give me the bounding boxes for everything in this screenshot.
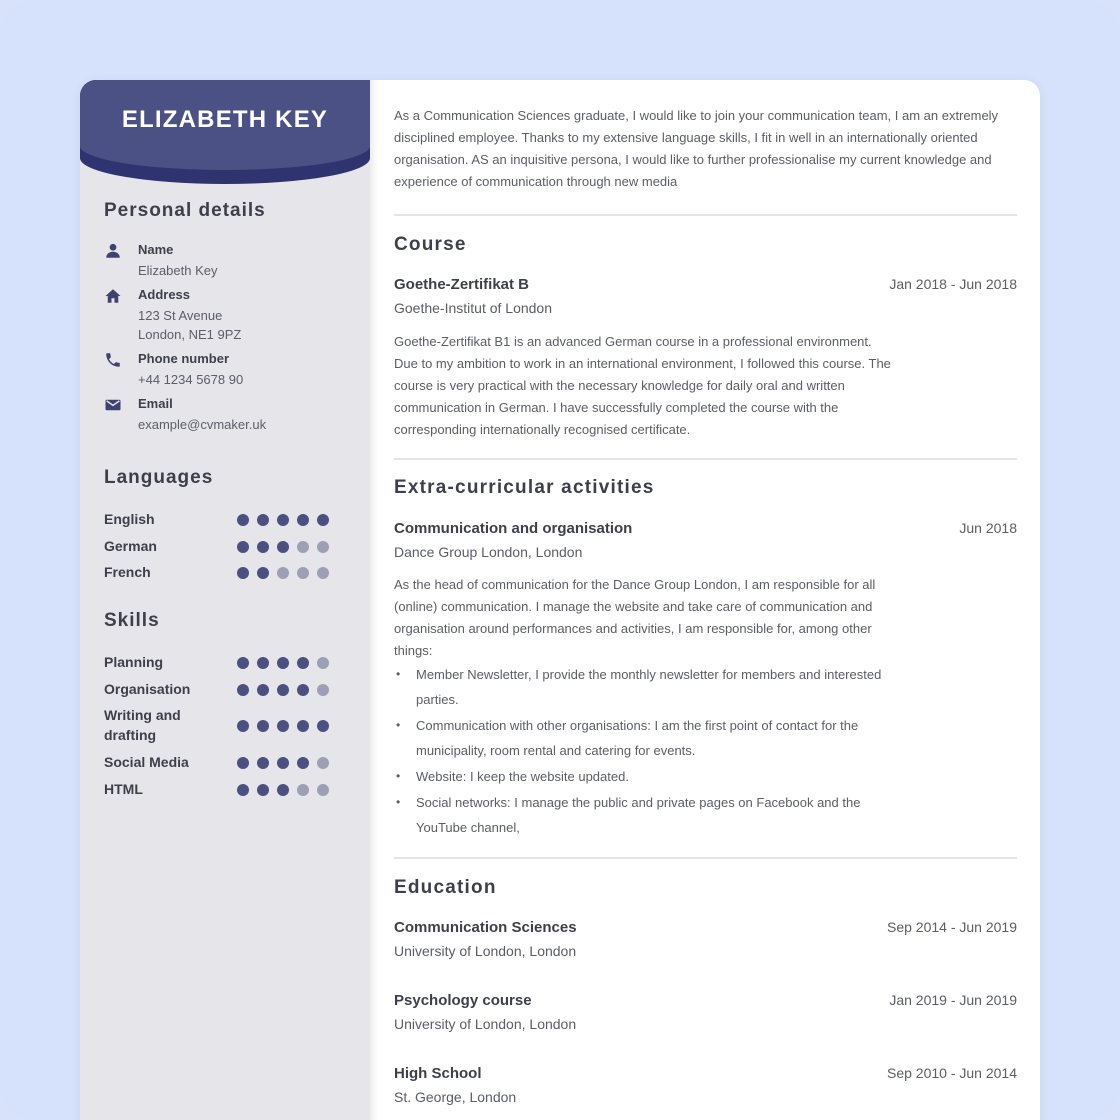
languages-heading: Languages [104,467,214,488]
detail-name [104,242,354,282]
rating-dot-empty [297,567,309,579]
rating-dot-filled [277,757,289,769]
mail-icon [104,396,122,414]
language-name: French [104,564,151,580]
skills-heading: Skills [104,610,160,631]
detail-phone [104,351,354,391]
personal-details-heading: Personal details [104,200,266,221]
education-heading: Education [394,877,497,898]
rating-dot-filled [277,684,289,696]
language-name: English [104,511,155,527]
skill-name: Organisation [104,681,191,697]
skill-name: Writing and drafting [104,707,181,743]
extracurricular-bullets [394,662,894,841]
detail-name-value: Elizabeth Key [138,263,218,278]
skill-name: Planning [104,654,164,670]
skill-row [104,779,334,799]
rating-dot-filled [297,684,309,696]
sidebar [80,80,370,1120]
skill-row [104,707,334,743]
rating-dot-filled [237,541,249,553]
skill-rating [237,684,329,696]
rating-dot-filled [237,567,249,579]
rating-dot-filled [257,514,269,526]
education-org-0: University of London, London [394,943,577,959]
home-icon [104,287,122,305]
rating-dot-filled [277,720,289,732]
rating-dot-filled [237,684,249,696]
resume-document [80,80,1040,1120]
extracurricular-description: As the head of communication for the Dance Group London, I am responsible for all (online) communication. I manage the website and take care of communication and organisation around performances and activities, I am responsible for, among other things: [394,577,876,658]
education-title-2: High School [394,1065,482,1082]
profile-summary: As a Communication Sciences graduate, I would like to join your communication team, I am an extremely disciplined employee. Thanks to my extensive language skills, I fit in well in an internationally oriented organisation. AS an inquisitive persona, I would like to further professionalise my current knowledge and experience of communication through new media [394,108,999,189]
skill-rating [237,784,329,796]
detail-email [104,396,354,436]
rating-dot-filled [237,514,249,526]
section-divider [394,458,1017,460]
course-heading: Course [394,234,467,255]
rating-dot-empty [317,541,329,553]
rating-dot-filled [257,567,269,579]
rating-dot-filled [297,757,309,769]
rating-dot-filled [257,657,269,669]
education-date-0: Sep 2014 - Jun 2019 [887,919,1017,935]
candidate-name: ELIZABETH KEY [121,106,329,133]
list-item: • Communication with other organisations: I am the first point of contact for the municipality, room rental and catering for events. [394,713,894,763]
list-item: • Member Newsletter, I provide the monthly newsletter for members and interested parties. [394,662,894,712]
skill-rating [237,757,329,769]
course-title: Goethe-Zertifikat B [394,276,530,293]
extracurricular-date: Jun 2018 [959,520,1017,536]
rating-dot-filled [317,720,329,732]
rating-dot-empty [317,784,329,796]
rating-dot-filled [237,757,249,769]
language-rating [237,541,329,553]
language-rating [237,514,329,526]
phone-icon [104,351,122,369]
language-row [104,536,334,556]
section-divider [394,857,1017,859]
rating-dot-filled [277,514,289,526]
detail-address-line2: London, NE1 9PZ [138,327,242,342]
rating-dot-filled [257,784,269,796]
rating-dot-filled [257,684,269,696]
rating-dot-filled [297,720,309,732]
detail-email-value: example@cvmaker.uk [138,417,267,432]
rating-dot-filled [257,720,269,732]
skill-row [104,652,334,672]
rating-dot-filled [297,657,309,669]
skill-name: HTML [104,781,143,797]
extracurricular-org: Dance Group London, London [394,544,583,560]
rating-dot-empty [317,657,329,669]
rating-dot-filled [317,514,329,526]
extracurricular-heading: Extra-curricular activities [394,477,655,498]
education-org-1: University of London, London [394,1016,577,1032]
skill-name: Social Media [104,754,189,770]
education-title-1: Psychology course [394,992,532,1009]
detail-name-label: Name [138,242,174,257]
language-rating [237,567,329,579]
rating-dot-filled [257,757,269,769]
rating-dot-filled [277,541,289,553]
rating-dot-filled [237,784,249,796]
skill-rating [237,657,329,669]
detail-address-line1: 123 St Avenue [138,308,223,323]
list-item: • Social networks: I manage the public and private pages on Facebook and the YouTube channel, [394,790,894,840]
rating-dot-empty [297,541,309,553]
language-name: German [104,538,157,554]
section-divider [394,214,1017,216]
rating-dot-filled [297,514,309,526]
education-title-0: Communication Sciences [394,919,577,936]
education-date-2: Sep 2010 - Jun 2014 [887,1065,1017,1081]
course-date: Jan 2018 - Jun 2018 [889,276,1017,292]
skill-row [104,679,334,699]
detail-phone-label: Phone number [138,351,230,366]
course-org: Goethe-Institut of London [394,300,552,316]
detail-address [104,287,354,347]
language-row [104,562,334,582]
course-description: Goethe-Zertifikat B1 is an advanced German course in a professional environment. Due to my ambition to work in an international environment, I followed this course. The course is very practical with the necessary knowledge for daily oral and written communication in German. I have successfully completed the course with the corresponding internationally recognised certificate. [394,334,891,437]
person-icon [104,242,122,260]
rating-dot-filled [277,784,289,796]
detail-phone-value: +44 1234 5678 90 [138,372,244,387]
extracurricular-title: Communication and organisation [394,520,633,537]
rating-dot-empty [317,757,329,769]
rating-dot-empty [317,684,329,696]
language-row [104,509,334,529]
sidebar-shadow [370,80,378,1120]
skill-rating [237,720,329,732]
education-org-2: St. George, London [394,1089,517,1105]
rating-dot-filled [237,657,249,669]
detail-address-label: Address [138,287,191,302]
education-date-1: Jan 2019 - Jun 2019 [889,992,1017,1008]
list-item: • Website: I keep the website updated. [394,764,894,789]
rating-dot-filled [277,657,289,669]
detail-email-label: Email [138,396,173,411]
rating-dot-empty [277,567,289,579]
rating-dot-filled [257,541,269,553]
rating-dot-filled [237,720,249,732]
rating-dot-empty [317,567,329,579]
skill-row [104,752,334,772]
rating-dot-empty [297,784,309,796]
